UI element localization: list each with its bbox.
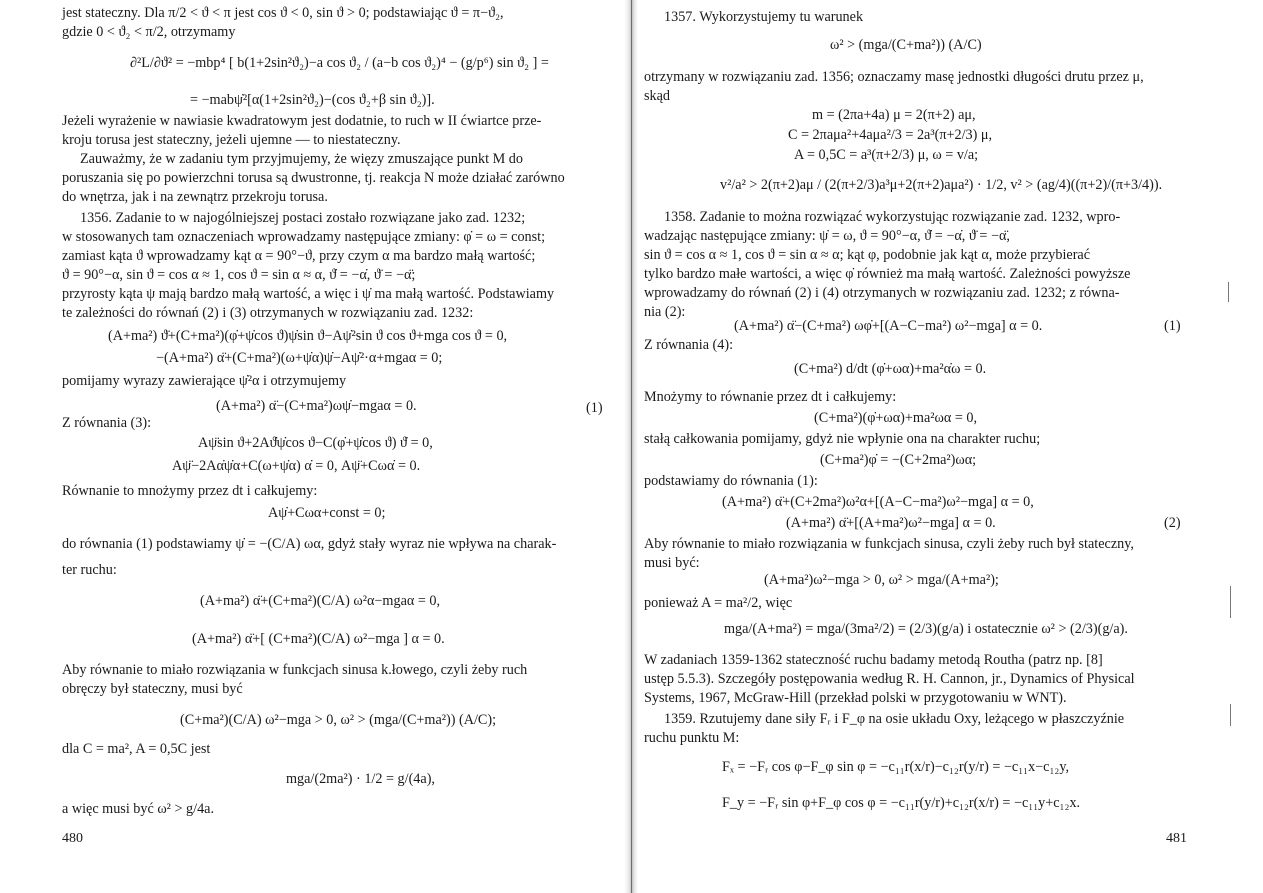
margin-mark [1230, 586, 1231, 618]
equation-tag: (2) [1164, 515, 1181, 531]
text-line: ponieważ A = ma²/2, więc [644, 595, 793, 611]
equation: (A+ma²)ω²−mga > 0, ω² > mga/(A+ma²); [764, 572, 999, 588]
text-line: W zadaniach 1359-1362 stateczność ruchu badamy metodą Routha (patrz np. [8] [644, 652, 1103, 668]
equation: F_y = −Fᵣ sin φ+F_φ cos φ = −c₁₁r(y/r)+c₁₂r(x/r) = −c₁₁y+c₁₂x. [722, 795, 1081, 811]
equation: (A+ma²) α̈+(C+ma²)(C/A) ω²α−mgaα = 0, [200, 593, 441, 609]
equation-tag: (1) [1164, 318, 1181, 334]
text-line: do równania (1) podstawiamy ψ̇ = −(C/A) ωα, gdyż stały wyraz nie wpływa na charak- [62, 536, 557, 552]
margin-mark [1230, 704, 1231, 726]
equation: mga/(2ma²) · 1/2 = g/(4a), [286, 771, 435, 787]
equation: Aψ̈−2Aα̇ψ̇α+C(ω+ψ̇α) α̇ = 0, Aψ̈+Cωα̇ = 0. [172, 458, 421, 474]
equation: v²/a² > 2(π+2)aμ / (2(π+2/3)a³μ+2(π+2)aμa²) · 1/2, v² > (ag/4)((π+2)/(π+3/4)). [720, 177, 1163, 193]
problem-heading: 1357. Wykorzystujemy tu warunek [664, 9, 864, 25]
right-page [634, 0, 1263, 893]
text-line: Aby równanie to miało rozwiązania w funkcjach sinusa k.łowego, czyli żeby ruch [62, 662, 528, 678]
page-number: 480 [62, 831, 83, 846]
text-line: wadzając następujące zmiany: ψ̇ = ω, ϑ = 90°−α, ϑ̇ = −α̇, ϑ̈ = −α̈, [644, 228, 1010, 244]
text-line: musi być: [644, 555, 700, 571]
text-line: zamiast kąta ϑ wprowadzamy kąt α = 90°−ϑ, przy czym α ma bardzo małą wartość; [62, 248, 536, 264]
text-line: pomijamy wyrazy zawierające ψ̇²α i otrzymujemy [62, 373, 347, 389]
text-line: gdzie 0 < ϑ₂ < π/2, otrzymamy [62, 24, 236, 40]
text-line: sin ϑ = cos α ≈ 1, cos ϑ = sin α ≈ α; kąt φ, podobnie jak kąt α, może przybierać [644, 247, 1091, 263]
equation: A = 0,5C = a³(π+2/3) μ, ω = v/a; [794, 147, 979, 163]
equation: (A+ma²) ϑ̈+(C+ma²)(φ̇+ψ̇cos ϑ)ψ̇sin ϑ−Aψ̇²sin ϑ cos ϑ+mga cos ϑ = 0, [108, 328, 508, 344]
page-number: 481 [1166, 831, 1187, 846]
equation: Aψ̇+Cωα+const = 0; [268, 505, 386, 521]
equation: m = (2πa+4a) μ = 2(π+2) aμ, [812, 107, 976, 123]
text-line: ruchu punktu M: [644, 730, 740, 746]
text-line: podstawiamy do równania (1): [644, 473, 818, 489]
equation: (C+ma²)(C/A) ω²−mga > 0, ω² > (mga/(C+ma²)) (A/C); [180, 712, 497, 728]
equation: (A+ma²) α̈−(C+ma²) ωφ̇+[(A−C−ma²) ω²−mga] α = 0. [734, 318, 1043, 334]
equation: (A+ma²) α̈+[(A+ma²)ω²−mga] α = 0. [786, 515, 996, 531]
text-line: jest stateczny. Dla π/2 < ϑ < π jest cos ϑ < 0, sin ϑ > 0; podstawiając ϑ = π−ϑ₂, [62, 5, 504, 21]
book-spine-line [631, 0, 632, 893]
text-line: do wnętrza, jak i na zewnątrz przekroju torusa. [62, 189, 328, 205]
text-line: stałą całkowania pomijamy, gdyż nie wpłynie ona na charakter ruchu; [644, 431, 1041, 447]
text-line: Systems, 1967, McGraw-Hill (przekład polski w przygotowaniu w WNT). [644, 690, 1067, 706]
text-line: Równanie to mnożymy przez dt i całkujemy: [62, 483, 318, 499]
equation: ω² > (mga/(C+ma²)) (A/C) [830, 37, 982, 53]
text-line: ustęp 5.5.3). Szczegóły postępowania według R. H. Cannon, jr., Dynamics of Physical [644, 671, 1135, 687]
text-line: Aby równanie to miało rozwiązania w funkcjach sinusa, czyli żeby ruch był stateczny, [644, 536, 1134, 552]
margin-mark [1228, 282, 1229, 302]
problem-heading: 1359. Rzutujemy dane siły Fᵣ i F_φ na osie układu Oxy, leżącego w płaszczyźnie [664, 711, 1125, 727]
text-line: tylko bardzo małe wartości, a więc φ̇ również ma małą wartość. Zależności powyższe [644, 266, 1131, 282]
equation: Fₓ = −Fᵣ cos φ−F_φ sin φ = −c₁₁r(x/r)−c₁₂r(y/r) = −c₁₁x−c₁₂y, [722, 759, 1070, 775]
equation: (C+ma²)φ̇ = −(C+2ma²)ωα; [820, 452, 977, 468]
equation: C = 2πaμa²+4aμa²/3 = 2a³(π+2/3) μ, [788, 127, 993, 143]
equation: −(A+ma²) α̈+(C+ma²)(ω+ψ̇α)ψ̇−Aψ̇²·α+mgaα = 0; [156, 350, 443, 366]
text-line: poruszania się po powierzchni torusa są dwustronne, tj. reakcja N może działać zarówno [62, 170, 565, 186]
equation: (A+ma²) α̈+[ (C+ma²)(C/A) ω²−mga ] α = 0. [192, 631, 445, 647]
equation: Aψ̈sin ϑ+2Aϑ̇ψ̇cos ϑ−C(φ̇+ψ̇cos ϑ) ϑ̇ = 0, [198, 435, 433, 451]
left-page [0, 0, 628, 893]
text-line: otrzymany w rozwiązaniu zad. 1356; oznaczamy masę jednostki długości drutu przez μ, [644, 69, 1144, 85]
text-line: te zależności do równań (2) i (3) otrzymanych w rozwiązaniu zad. 1232: [62, 305, 474, 321]
problem-heading: 1358. Zadanie to można rozwiązać wykorzystując rozwiązanie zad. 1232, wpro- [664, 209, 1121, 225]
text-line: a więc musi być ω² > g/4a. [62, 801, 215, 817]
text-line: wprowadzamy do równań (2) i (4) otrzymanych w rozwiązaniu zad. 1232; z równa- [644, 285, 1120, 301]
text-line: Z równania (3): [62, 415, 152, 431]
text-line: skąd [644, 88, 671, 104]
text-line: Jeżeli wyrażenie w nawiasie kwadratowym jest dodatnie, to ruch w II ćwiartce prze- [62, 113, 542, 129]
equation: (C+ma²)(φ̇+ωα)+ma²ωα = 0, [814, 410, 978, 426]
text-line: Mnożymy to równanie przez dt i całkujemy: [644, 389, 897, 405]
text-line: Z równania (4): [644, 337, 734, 353]
text-line: nia (2): [644, 304, 686, 320]
text-line: obręczy był stateczny, musi być [62, 681, 243, 697]
problem-heading: 1356. Zadanie to w najogólniejszej postaci zostało rozwiązane jako zad. 1232; [80, 210, 526, 226]
equation: (A+ma²) α̈−(C+ma²)ωψ̇−mgaα = 0. [216, 398, 417, 414]
equation: mga/(A+ma²) = mga/(3ma²/2) = (2/3)(g/a) i ostatecznie ω² > (2/3)(g/a). [724, 621, 1128, 637]
text-line: przyrosty kąta ψ mają bardzo małą wartość, a więc i ψ̇ ma małą wartość. Podstawiamy [62, 286, 555, 302]
equation: ∂²L/∂ϑ² = −mbp⁴ [ b(1+2sin²ϑ₂)−a cos ϑ₂ / (a−b cos ϑ₂)⁴ − (g/p⁶) sin ϑ₂ ] = [130, 55, 549, 71]
text-line: kroju torusa jest stateczny, jeżeli ujemne — to niestateczny. [62, 132, 401, 148]
equation: ϑ = 90°−α, sin ϑ = cos α ≈ 1, cos ϑ = sin α ≈ α, ϑ̇ = −α̇, ϑ̈ = −α̈; [62, 267, 416, 283]
equation-tag: (1) [586, 400, 603, 416]
text-line: w stosowanych tam oznaczeniach wprowadzamy następujące zmiany: φ̇ = ω = const; [62, 229, 546, 245]
equation: (C+ma²) d/dt (φ̇+ωα)+ma²α̇ω = 0. [794, 361, 987, 377]
equation: = −mabψ̇²[α(1+2sin²ϑ₂)−(cos ϑ₂+β sin ϑ₂)]. [190, 92, 435, 108]
equation: (A+ma²) α̈+(C+2ma²)ω²α+[(A−C−ma²)ω²−mga] α = 0, [722, 494, 1034, 510]
text-line: dla C = ma², A = 0,5C jest [62, 741, 211, 757]
text-line: Zauważmy, że w zadaniu tym przyjmujemy, że więzy zmuszające punkt M do [80, 151, 523, 167]
text-line: ter ruchu: [62, 562, 117, 578]
